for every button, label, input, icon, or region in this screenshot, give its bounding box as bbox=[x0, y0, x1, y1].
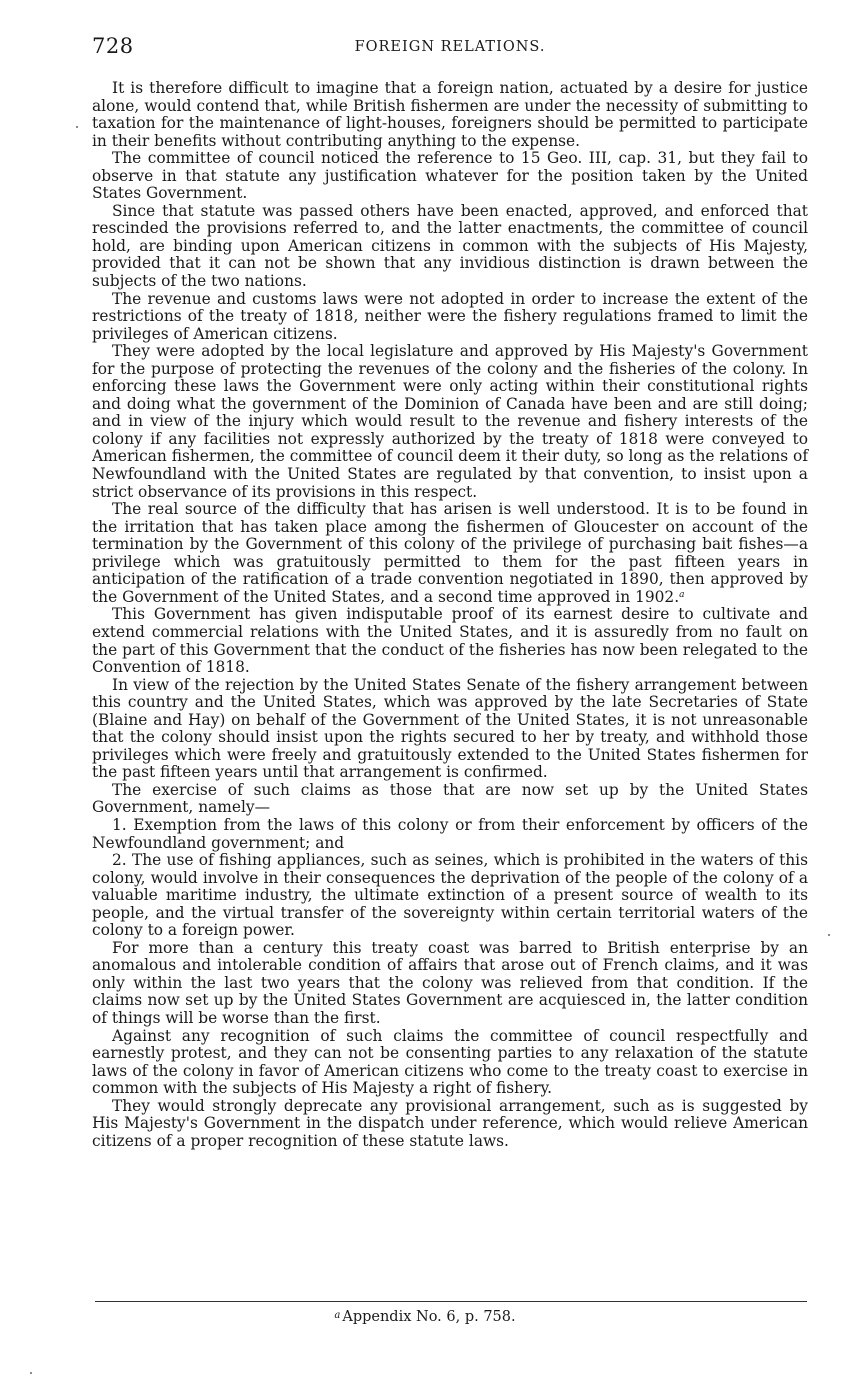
scan-speck bbox=[30, 1372, 32, 1374]
running-title: FOREIGN RELATIONS. bbox=[354, 39, 546, 55]
footnote-mark: a bbox=[334, 1310, 341, 1321]
page-header bbox=[92, 34, 808, 62]
paragraph: Since that statute was passed others have been enacted, approved, and enforced that rescinded the provisions referred to, and the latter enactments, the committee of council hold, are binding upon American citizens in common with the subjects of His Majesty, provided that it can not be shown that any invidious distinction is drawn between the subjects of the two nations. bbox=[92, 201, 808, 291]
footnote bbox=[0, 1309, 850, 1325]
paragraph: For more than a century this treaty coast was barred to British enterprise by an anomalous and intolerable condition of affairs that arose out of French claims, and it was only within the last two years that the colony was relieved from that condition. If the claims now set up by the United States Government are acquiesced in, the latter condition of things will be worse than the first. bbox=[92, 938, 808, 1027]
paragraph: It is therefore difficult to imagine that a foreign nation, actuated by a desire for justice alone, would contend that, while British fishermen are under the necessity of submitting to taxation for the maintenance of light-houses, foreigners should be permitted to participate in their benefits without contributing anything to the expense. bbox=[92, 79, 808, 150]
numbered-item-1: 1. Exemption from the laws of this colony or from their enforcement by officers of the Newfoundland government; and bbox=[92, 815, 808, 852]
body-text bbox=[92, 80, 808, 1150]
scan-speck bbox=[76, 126, 78, 128]
paragraph: The revenue and customs laws were not adopted in order to increase the extent of the restrictions of the treaty of 1818, neither were the fishery regulations framed to limit the privileges of American citizens. bbox=[92, 289, 808, 343]
footnote-reference: a bbox=[679, 589, 685, 600]
paragraph: They would strongly deprecate any provisional arrangement, such as is suggested by His Majesty's Government in the dispatch under reference, which would relieve American citizens of a proper recognition of these statute laws. bbox=[92, 1096, 808, 1150]
paragraph-text: The real source of the difficulty that has arisen is well understood. It is to be found in the irritation that has taken place among the fishermen of Gloucester on account of the termination by the Government of this colony of the privilege of purchasing bait fishes—a privilege which was gratuitously permitted to them for the past fifteen years in anticipation of the ratification of a trade convention negotiated in 1890, then approved by the Government of the United States, and a second time approved in 1902. bbox=[92, 500, 808, 606]
footnote-text: Appendix No. 6, p. 758. bbox=[342, 1309, 516, 1325]
page-number: 728 bbox=[92, 34, 134, 58]
paragraph: They were adopted by the local legislature and approved by His Majesty's Government for the purpose of protecting the revenues of the colony and the fisheries of the colony. In enforcing these laws the Government were only acting within their constitutional rights and doing what the government of the Dominion of Canada have been and are still doing; and in view of the injury which would result to the revenue and fishery interests of the colony if any facilities not expressly authorized by the treaty of 1818 were conveyed to American fishermen, the committee of council deem it their duty, so long as the relations of Newfoundland with the United States are regulated by that convention, to insist upon a strict observance of its provisions in this respect. bbox=[92, 342, 809, 501]
paragraph-with-footnote bbox=[92, 501, 808, 606]
paragraph: This Government has given indisputable proof of its earnest desire to cultivate and extend commercial relations with the United States, and it is assuredly from no fault on the part of this Government that the conduct of the fisheries has now been relegated to the Convention of 1818. bbox=[92, 605, 808, 677]
paragraph: In view of the rejection by the United States Senate of the fishery arrangement between this country and the United States, which was approved by the late Secretaries of State (Blaine and Hay) on behalf of the Government of the United States, it is not unreasonable that the colony should insist upon the rights secured to her by treaty, and withhold those privileges which were freely and gratuitously extended to the United States fishermen for the past fifteen years until that arrangement is confirmed. bbox=[92, 675, 808, 782]
numbered-item-2: 2. The use of fishing appliances, such as seines, which is prohibited in the waters of this colony, would involve in their consequences the deprivation of the people of the colony of a valuable maritime industry, the ultimate extinction of a present source of wealth to its people, and the virtual transfer of the sovereignty within certain territorial waters of the colony to a foreign power. bbox=[92, 851, 808, 940]
footnote-divider bbox=[95, 1301, 807, 1302]
scan-speck bbox=[828, 934, 830, 936]
paragraph: The exercise of such claims as those that are now set up by the United States Government, namely— bbox=[92, 780, 808, 817]
paragraph: Against any recognition of such claims the committee of council respectfully and earnestly protest, and they can not be consenting parties to any relaxation of the statute laws of the colony in favor of American citizens who come to the treaty coast to exercise in common with the subjects of His Majesty a right of fishery. bbox=[92, 1026, 808, 1098]
paragraph: The committee of council noticed the reference to 15 Geo. III, cap. 31, but they fail to observe in that statute any justification whatever for the position taken by the United States Government. bbox=[92, 149, 808, 203]
